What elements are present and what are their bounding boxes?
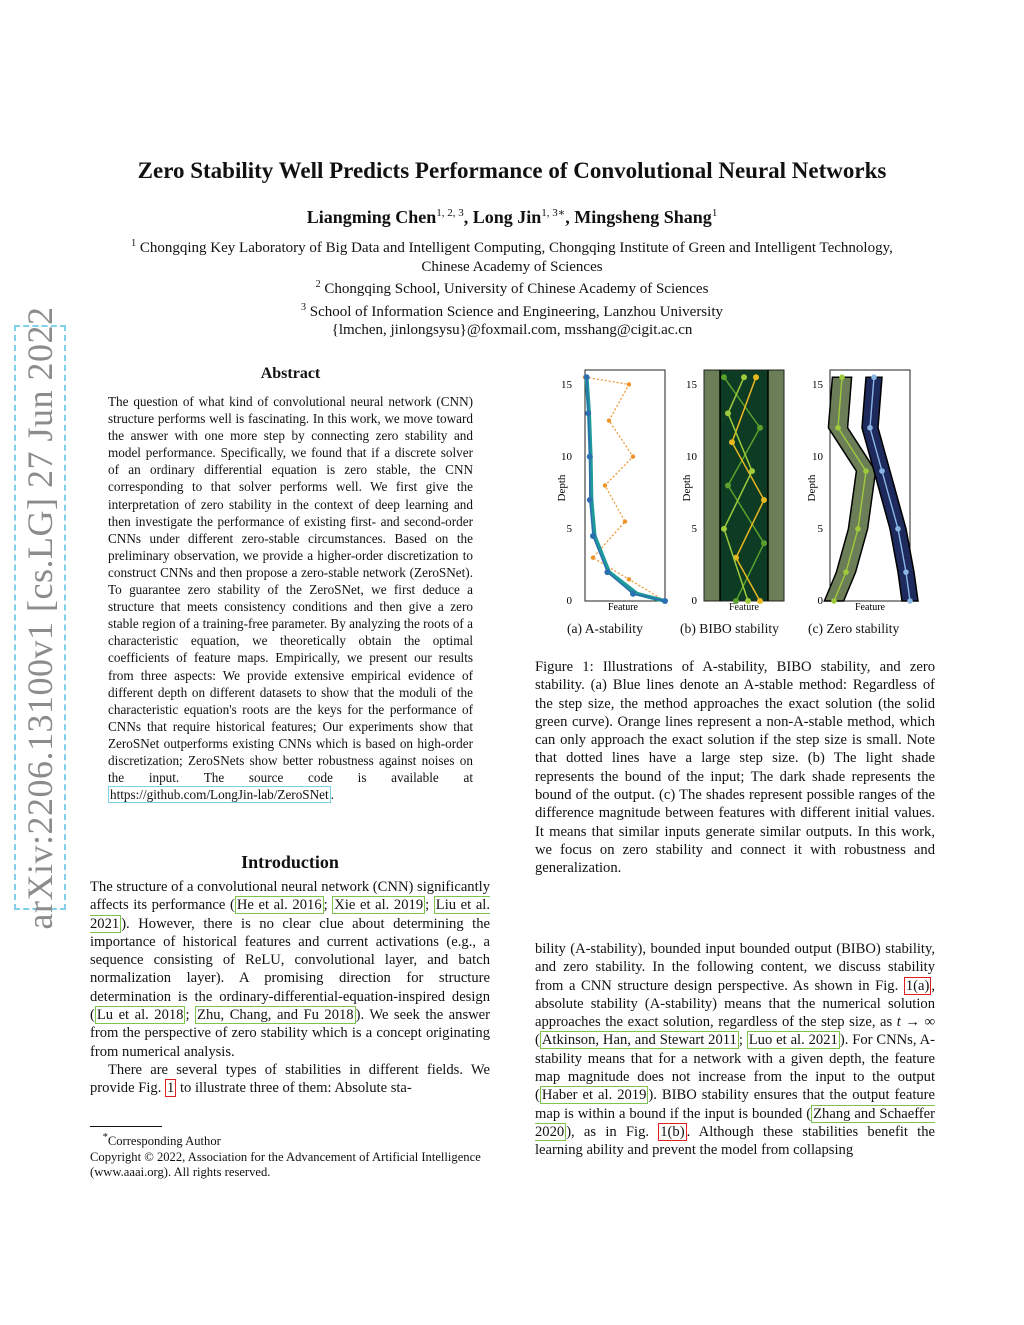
band2-center-point	[879, 468, 885, 474]
figure-svg	[540, 360, 935, 620]
lime-series-point	[749, 468, 755, 474]
blue-series-line	[587, 377, 665, 601]
body-text: . Although these stabilities benefit the learning ability and prevent the model from collapsing	[535, 1123, 935, 1159]
y-tick: 5	[691, 523, 697, 535]
band1-center-point	[839, 374, 845, 380]
intro-paragraph-2	[90, 1061, 490, 1098]
subcaption-b: (b) BIBO stability	[680, 621, 779, 636]
author-emails: {lmchen, jinlongsysu}@foxmail.com, msshang@cigit.ac.cn	[331, 322, 693, 338]
figure-ref-link[interactable]: 1	[167, 1080, 175, 1097]
band1-center-point	[863, 468, 869, 474]
y-tick: 5	[566, 523, 572, 535]
citation-link[interactable]: Haber et al. 2019	[541, 1087, 647, 1104]
lime-series-point	[721, 526, 727, 532]
author-affil-mark: 1, 3∗	[541, 207, 566, 219]
citation-link[interactable]: Atkinson, Han, and Stewart 2011	[541, 1032, 737, 1049]
abstract-end: .	[330, 787, 334, 803]
band2-center-point	[867, 425, 873, 431]
y-tick: 15	[812, 379, 823, 391]
citation-link[interactable]: Liu et al. 2021	[90, 897, 491, 932]
blue-series-point	[587, 497, 593, 503]
abstract-text: The question of what kind of convolutional neural network (CNN) structure performs well is fascinating. In this work, we move toward the answer with one more step by connecting zero stability and model performance. Specifically, we found that if a discrete solver of an ordinary differential equation is zero stable, the CNN corresponding to that solver performs well. We first give the interpretation of zero stability in the context of deep learning and then investigate the performance of existing first- and second-order CNNs under different zero-stable circumstances. Based on the preliminary observation, we provide a higher-order discretization to construct CNNs and then propose a zero-stable network (ZeroSNet). To guarantee zero stability of the ZeroSNet, we first deduce a structure that meets consistency conditions and then give a zero stable region of a training-free parameter. By analyzing the roots of a characteristic equation, we theoretically obtain the optimal coefficients of feature maps. Empirically, we present our results from three aspects: We provide extensive empirical evidence of different depth on different datasets to show that the moduli of the characteristic equation's roots are the keys for the performance of CNNs that require historical features; Our experiments show that ZeroSNet outperforms existing CNNs which is based on high-order discretization; ZeroSNets show better robustness against noises on the input. The source code is available at	[108, 394, 473, 786]
y-tick: 0	[691, 595, 697, 607]
body-text: (	[535, 1032, 540, 1049]
panel-a-plot	[583, 374, 668, 604]
affiliation-1	[112, 235, 912, 276]
affil-text: Chongqing Key Laboratory of Big Data and Intelligent Computing, Chongqing Institute of Green and Intelligent Technology, Chinese Academy of Sciences	[139, 240, 893, 275]
y-axis-label: Depth	[556, 474, 568, 502]
affiliations	[112, 235, 912, 340]
y-tick: 5	[817, 523, 823, 535]
body-text: ). BIBO stability ensures that the output feature map is within a bound if the input is bounded (	[535, 1087, 936, 1122]
figure-ref-link[interactable]: 1(a)	[905, 977, 930, 994]
citation-link[interactable]: Zhang and Schaeffer 2020	[535, 1105, 935, 1140]
blue-series-point	[584, 374, 590, 380]
panel-a	[556, 370, 668, 613]
subcaption-a: (a) A-stability	[567, 621, 643, 636]
arxiv-stamp-text: arXiv:2206.13100v1 [cs.LG] 27 Jun 2022	[20, 306, 60, 929]
green-series-point	[761, 540, 767, 546]
band2-center-point	[895, 526, 901, 532]
panel-a-frame	[585, 370, 665, 601]
intro-text: There are several types of stabilities in different fields. We provide Fig.	[90, 1061, 490, 1097]
exact-solution-line	[587, 377, 665, 601]
y-axis-label: Depth	[806, 474, 818, 502]
author-affil-mark: 1	[711, 207, 718, 219]
author-list: Liangming Chen$^{1, 2, 3}$, Long Jin$^{1, 3∗}$, Mingsheng Shang$^1$	[306, 207, 718, 227]
abstract-body	[108, 393, 473, 803]
footnote-author-text: Corresponding Author	[107, 1134, 221, 1149]
affiliation-2	[112, 276, 912, 299]
abstract-heading: Abstract	[260, 365, 321, 382]
y-tick: 10	[686, 451, 697, 463]
intro-paragraph-1	[90, 878, 490, 1061]
y-tick: 10	[561, 451, 572, 463]
blue-series-point	[604, 569, 610, 575]
orange-series-point	[631, 454, 635, 458]
orange-series-point	[627, 382, 631, 386]
introduction-body	[90, 878, 490, 1098]
figure-1	[540, 360, 935, 645]
body-text: ). For CNNs, A-stability means that for a network with a given depth, the feature map magnitude does not increase from the input to the output (	[535, 1032, 935, 1104]
lime-series-point	[741, 374, 747, 380]
panel-c-plot	[824, 374, 918, 603]
blue-series-point	[590, 533, 596, 539]
intro-text: ). We seek the answer from the perspective of zero stability which is a concept originating from numerical analysis.	[90, 1007, 491, 1060]
band1-center-point	[831, 598, 837, 604]
orange-series-point	[623, 519, 627, 523]
blue-series-point	[587, 454, 593, 460]
arxiv-stamp	[14, 306, 66, 929]
intro-text: ;	[323, 897, 333, 914]
yellow-series-point	[729, 439, 735, 445]
intro-text: The structure of a convolutional neural network (CNN) significantly affects its performance (	[90, 879, 490, 914]
math-expression: t → ∞	[896, 1014, 935, 1031]
green-series-point	[721, 374, 727, 380]
band1-center-point	[843, 569, 849, 575]
y-tick: 15	[686, 379, 697, 391]
affil-number: 2	[315, 279, 321, 290]
author-name: Liangming Chen	[306, 207, 437, 227]
citation-link[interactable]: He et al. 2016	[236, 897, 322, 914]
affiliation-3	[112, 299, 912, 322]
affil-number: 3	[301, 301, 307, 313]
orange-series-point	[591, 555, 595, 559]
green-series-point	[725, 483, 731, 489]
affil-text: Chongqing School, University of Chinese Academy of Sciences	[324, 281, 709, 297]
footnote-mark: *	[102, 1132, 108, 1143]
figure-ref-link[interactable]: 1(b)	[660, 1123, 685, 1140]
figure-caption: Figure 1: Illustrations of A-stability, BIBO stability, and zero stability. (a) Blue lines denote an A-stable method: Regardless of the step size, the method approaches the exact solution (the solid green curve). Orange lines represent a non-A-stable method, which can only approach the exact solution if the step size is small. Note that dotted lines have a large step size. (b) The light shade represents the bound of the input; The dark shade represents the bound of the output. (c) The shades represent possible ranges of the difference magnitude between features with different initial values. It means that similar inputs generate similar outputs. In this work, we focus on zero stability and connect it with robustness and generalization.	[535, 659, 935, 877]
intro-text: ;	[185, 1007, 196, 1024]
author-affil-mark: 1, 2, 3	[436, 207, 464, 219]
subcaption-c: (c) Zero stability	[808, 621, 900, 636]
green-series-point	[757, 425, 763, 431]
orange-series-line	[585, 377, 665, 601]
orange-series-point	[607, 418, 611, 422]
body-text: bility (A-stability), bounded input bounded output (BIBO) stability, and zero stability. In the following content, we discuss stability from a CNN structure design perspective. As shown in Fig.	[535, 941, 935, 994]
citation-link[interactable]: Lu et al. 2018	[96, 1007, 184, 1024]
intro-text: to illustrate three of them: Absolute sta-	[176, 1080, 412, 1097]
affil-number: 1	[131, 238, 137, 249]
band1-center-point	[835, 425, 841, 431]
yellow-series-point	[753, 374, 759, 380]
y-tick: 10	[812, 451, 823, 463]
author-name: Mingsheng Shang	[574, 207, 712, 227]
citation-link[interactable]: Zhu, Chang, and Fu 2018	[197, 1007, 354, 1024]
blue-series-point	[585, 410, 591, 416]
footnote-rule	[90, 1126, 162, 1127]
y-tick: 0	[817, 595, 823, 607]
author-name: Long Jin	[472, 207, 542, 227]
footnote-copyright: Copyright © 2022, Association for the Advancement of Artificial Intelligence (www.aaai.org). All rights reserved.	[90, 1149, 481, 1180]
y-axis-label: Depth	[681, 474, 693, 502]
band2-center-point	[903, 569, 909, 575]
footnote-author	[90, 1130, 500, 1150]
lime-series-point	[725, 410, 731, 416]
footnote	[90, 1130, 500, 1181]
intro-text: ;	[425, 897, 434, 914]
body-text: ;	[738, 1032, 747, 1049]
band2-center-point	[871, 374, 877, 380]
x-axis-label: Feature	[608, 602, 638, 613]
intro-text: ). However, there is no clear clue about determining the importance of historical features and current activations (e.g., a sequence consisting of ReLU, convolutional layer, and batch normalization layer). A promising direction for structure determination is the ordinary-differential-equation-inspired design (	[90, 915, 490, 1024]
x-axis-label: Feature	[729, 602, 759, 613]
body-text: ), as in Fig.	[566, 1123, 659, 1140]
source-code-link[interactable]: https://github.com/LongJin-lab/ZeroSNet	[110, 787, 329, 803]
x-axis-label: Feature	[855, 602, 885, 613]
orange-series-point	[627, 577, 631, 581]
panel-b	[681, 370, 784, 613]
body-text: , absolute stability (A-stability) means that the numerical solution approaches the exact solution, regardless of the step size, as	[535, 977, 935, 1031]
band1-center-point	[855, 526, 861, 532]
right-column-body	[535, 940, 935, 1160]
paper-title: Zero Stability Well Predicts Performance of Convolutional Neural Networks	[137, 158, 887, 183]
band2-center-point	[907, 598, 913, 604]
yellow-series-point	[761, 497, 767, 503]
orange-series-point	[603, 483, 607, 487]
y-tick: 0	[566, 595, 572, 607]
affil-text: School of Information Science and Engineering, Lanzhou University	[309, 303, 723, 320]
introduction-heading: Introduction	[241, 852, 339, 872]
panel-c	[806, 370, 918, 613]
citation-link[interactable]: Xie et al. 2019	[334, 897, 424, 914]
y-tick: 15	[561, 379, 572, 391]
citation-link[interactable]: Luo et al. 2021	[748, 1032, 838, 1049]
blue-series-point	[630, 591, 636, 597]
blue-series-point	[662, 598, 668, 604]
